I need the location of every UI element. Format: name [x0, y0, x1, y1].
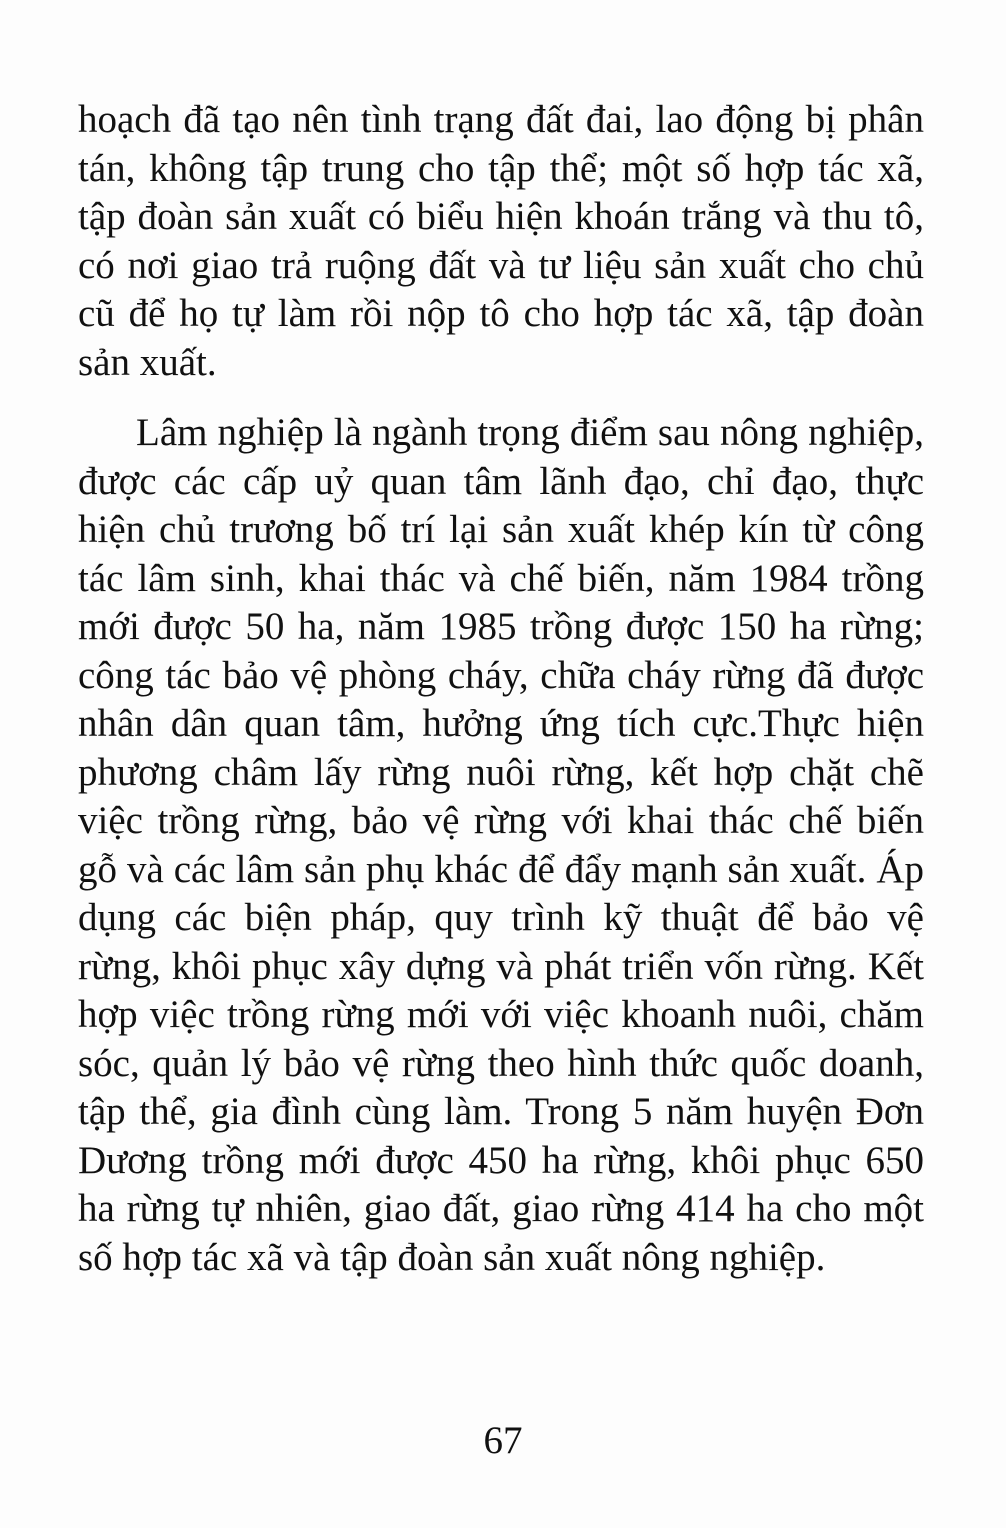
page-number: 67	[483, 1419, 523, 1462]
paragraph-1: hoạch đã tạo nên tình trạng đất đai, lao động bị phân tán, không tập trung cho tập thể; một số hợp tác xã, tập đoàn sản xuất có biểu hiện khoán trắng và thu tô, có nơi giao trả ruộng đất và tư liệu sản xuất cho chủ cũ để họ tự làm rồi nộp tô cho hợp tác xã, tập đoàn sản xuất.	[78, 98, 924, 384]
body-text	[78, 96, 924, 1282]
paragraph-2: Lâm nghiệp là ngành trọng điểm sau nông nghiệp, được các cấp uỷ quan tâm lãnh đạo, chỉ đạo, thực hiện chủ trương bố trí lại sản xuất khép kín từ công tác lâm sinh, khai thác và chế biến, năm 1984 trồng mới được 50 ha, năm 1985 trồng được 150 ha rừng; công tác bảo vệ phòng cháy, chữa cháy rừng đã được nhân dân quan tâm, hưởng ứng tích cực.Thực hiện phương châm lấy rừng nuôi rừng, kết hợp chặt chẽ việc trồng rừng, bảo vệ rừng với khai thác chế biến gỗ và các lâm sản phụ khác để đẩy mạnh sản xuất. Áp dụng các biện pháp, quy trình kỹ thuật để bảo vệ rừng, khôi phục xây dựng và phát triển vốn rừng. Kết hợp việc trồng rừng mới với việc khoanh nuôi, chăm sóc, quản lý bảo vệ rừng theo hình thức quốc doanh, tập thể, gia đình cùng làm. Trong 5 năm huyện Đơn Dương trồng mới được 450 ha rừng, khôi phục 650 ha rừng tự nhiên, giao đất, giao rừng 414 ha cho một số hợp tác xã và tập đoàn sản xuất nông nghiệp.	[78, 411, 924, 1279]
